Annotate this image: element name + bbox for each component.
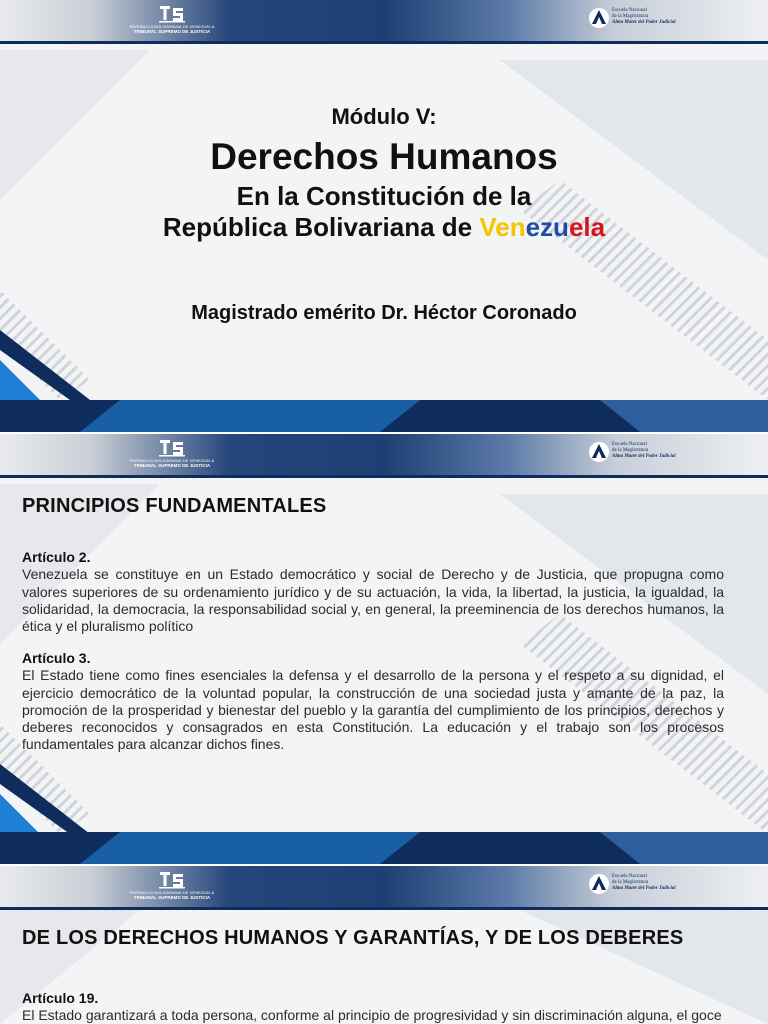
tsj-logo [126,4,218,38]
venezuela-yellow-part: Ven [479,212,526,242]
subtitle-line2 [0,212,768,243]
enm-line1: Escuela Nacional [612,8,647,13]
main-title: Derechos Humanos [210,136,558,177]
slide-principios [0,434,768,864]
enm-line2: de la Magistratura [612,14,649,19]
section-title: PRINCIPIOS FUNDAMENTALES [22,495,327,517]
module-label: Módulo V: [331,104,437,129]
tsj-line2: TRIBUNAL SUPREMO DE JUSTICIA [133,29,211,34]
enm-logo [588,872,680,904]
article-2 [22,549,724,635]
enm-line2: de la Magistratura [612,448,649,453]
tsj-logo-icon [157,4,187,24]
enm-line3: Alma Mater del Poder Judicial [612,886,676,891]
tsj-logo [126,870,218,904]
subtitle-line1: En la Constitución de la [236,181,532,211]
enm-logo-icon [588,872,610,896]
author-line: Magistrado emérito Dr. Héctor Coronado [191,302,577,324]
article-heading: Artículo 2. [22,549,91,565]
header-bar [0,0,768,44]
tsj-line1: REPÚBLICA BOLIVARIANA DE VENEZUELA [129,890,215,895]
enm-logo [588,6,680,38]
enm-text [612,8,676,26]
venezuela-blue-part: ezu [525,212,569,242]
enm-logo-icon [588,440,610,464]
slide-derechos [0,866,768,1024]
article-body: Venezuela se constituye en un Estado democrático y social de Derecho y de Justicia, que propugna como valores superiores de su ordenamiento jurídico y de su actuación, la vida, la libertad, la justicia, la igualdad, la solidaridad, la democracia, la responsabilidad social y, en general, la preeminencia de los derechos humanos, la ética y el pluralismo político [22,566,724,635]
article-heading: Artículo 3. [22,650,91,666]
slide-title [0,0,768,432]
header-bar [0,434,768,478]
tsj-line2: TRIBUNAL SUPREMO DE JUSTICIA [133,463,211,468]
article-body: El Estado tiene como fines esenciales la defensa y el desarrollo de la persona y el respeto a su dignidad, el ejercicio democrático de la voluntad popular, la construcción de una sociedad justa y amante de la paz, la promoción de la prosperidad y bienestar del pueblo y la garantía del cumplimiento de los principios, derechos y deberes reconocidos y consagrados en esta Constitución. La educación y el trabajo son los procesos fundamentales para alcanzar dichos fines. [22,667,724,753]
subtitle-prefix: República Bolivariana de [162,212,480,242]
tsj-logo [126,438,218,472]
article-heading: Artículo 19. [22,990,99,1006]
enm-text [612,874,676,892]
enm-line1: Escuela Nacional [612,442,647,447]
enm-logo [588,440,680,472]
article-body: El Estado garantizará a toda persona, conforme al principio de progresividad y sin discriminación alguna, el goce [22,1007,722,1024]
tsj-line1: REPÚBLICA BOLIVARIANA DE VENEZUELA [129,24,215,29]
enm-line3: Alma Mater del Poder Judicial [612,20,676,25]
tsj-logo-icon [157,438,187,458]
enm-line3: Alma Mater del Poder Judicial [612,454,676,459]
section-title: DE LOS DERECHOS HUMANOS Y GARANTÍAS, Y DE LOS DEBERES [22,927,684,949]
enm-line1: Escuela Nacional [612,874,647,879]
tsj-logo-icon [157,870,187,890]
enm-text [612,442,676,460]
article-19 [22,990,724,1024]
article-3 [22,650,724,754]
venezuela-red-part: ela [568,212,606,242]
tsj-line2: TRIBUNAL SUPREMO DE JUSTICIA [133,895,211,900]
header-bar [0,866,768,910]
enm-line2: de la Magistratura [612,880,649,885]
enm-logo-icon [588,6,610,30]
tsj-line1: REPÚBLICA BOLIVARIANA DE VENEZUELA [129,458,215,463]
